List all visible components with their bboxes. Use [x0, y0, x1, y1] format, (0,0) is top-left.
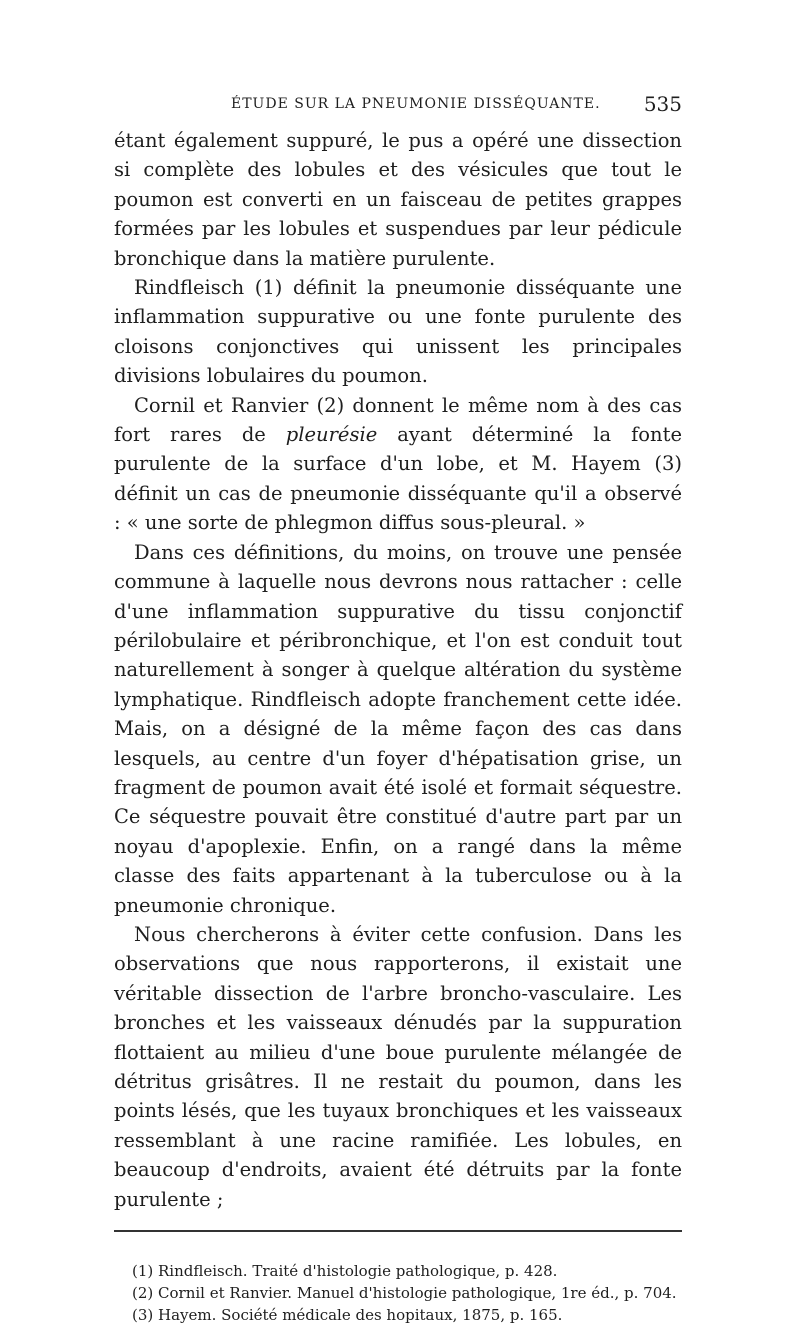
paragraph-continuation: étant également suppuré, le pus a opéré une dissection si complète des lobules et des vésicules que tout le poumon est converti en un faisceau de petites grappes formées par les lobules et suspendues par leur pédicule bronchique dans la matière purulente.: [114, 129, 682, 270]
paragraph-cornil-ranvier: [114, 391, 682, 538]
paragraph-rindfleisch: Rindfleisch (1) définit la pneumonie disséquante une inflammation suppurative ou une fonte purulente des cloisons conjonctives qui unissent les principales divisions lobulaires du poumon.: [114, 276, 682, 388]
paragraph-observations: Nous chercherons à éviter cette confusion. Dans les observations que nous rapporterons, il existait une véritable dissection de l'arbre broncho-vasculaire. Les bronches et les vaisseaux dénudés par la suppuration flottaient au milieu d'une boue purulente mélangée de détritus grisâtres. Il ne restait du poumon, dans les points lésés, que les tuyaux bronchiques et les vaisseaux ressemblant à une racine ramifiée. Les lobules, en beaucoup d'endroits, avaient été détruits par la fonte purulente ;: [114, 922, 682, 1211]
paragraph-definitions: Dans ces définitions, du moins, on trouve une pensée commune à laquelle nous devrons nous rattacher : celle d'une inflammation suppurative du tissu conjonctif périlobulaire et péribronchique, et l'on est conduit tout naturellement à songer à quelque altération du système lymphatique. Rindfleisch adopte franchement cette idée. Mais, on a désigné de la même façon des cas dans lesquels, au centre d'un foyer d'hépatisation grise, un fragment de poumon avait été isolé et formait séquestre. Ce séquestre pouvait être constitué d'autre part par un noyau d'apoplexie. Enfin, on a rangé dans la même classe des faits appartenant à la tuberculose ou à la pneumonie chronique.: [114, 540, 682, 917]
running-title: ÉTUDE SUR LA PNEUMONIE DISSÉQUANTE.: [231, 96, 601, 112]
running-head: [114, 92, 682, 122]
footnote-1: (1) Rindfleisch. Traité d'histologie pathologique, p. 428.: [132, 1262, 558, 1281]
footnote-divider: [114, 1230, 682, 1232]
page-number: 535: [643, 92, 682, 116]
book-page: [114, 92, 682, 1326]
italic-term: pleurésie: [285, 423, 378, 447]
paragraph-text: Cornil et Ranvier (2) donnent le même nom à des cas fort rares de: [114, 393, 682, 447]
footnotes: [114, 1260, 682, 1326]
footnote-2: (2) Cornil et Ranvier. Manuel d'histologie pathologique, 1re éd., p. 704.: [132, 1284, 677, 1303]
paragraph-text: ayant déterminé la fonte purulente de la surface d'un lobe, et M. Hayem (3) définit un cas de pneumonie disséquante qu'il a observé : « une sorte de phlegmon diffus sous-pleural. »: [114, 423, 682, 535]
footnote-3: (3) Hayem. Société médicale des hopitaux, 1875, p. 165.: [132, 1306, 563, 1325]
body-text: [114, 126, 682, 1214]
